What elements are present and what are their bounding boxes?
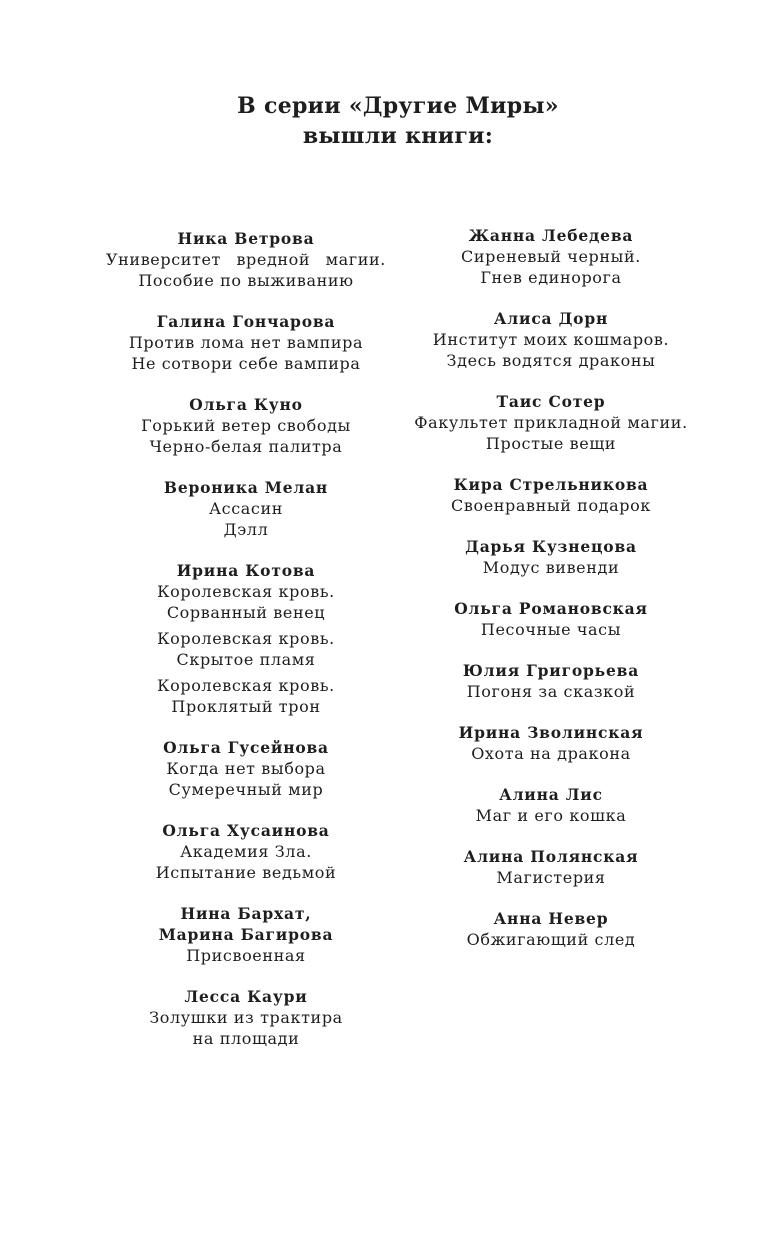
author-name: Ирина Зволинская bbox=[458, 723, 644, 742]
book-entry bbox=[405, 598, 697, 640]
book-title-line: Простые вещи bbox=[485, 434, 617, 453]
right-column bbox=[405, 225, 697, 970]
author-name: Лесса Каури bbox=[184, 987, 308, 1006]
book-title-line: Дэлл bbox=[223, 520, 269, 539]
book-title-line: Маг и его кошка bbox=[475, 806, 627, 825]
book-title-line: Сумеречный мир bbox=[168, 780, 324, 799]
book-title-line: Против лома нет вампира bbox=[128, 333, 364, 352]
book-title-line: Сиреневый черный. bbox=[461, 247, 641, 266]
book-title-line: Сорванный венец bbox=[166, 603, 326, 622]
author-name: Ольга Гусейнова bbox=[163, 738, 329, 757]
book-title-line: Не сотвори себе вампира bbox=[131, 354, 361, 373]
book-title-line: Золушки из трактира bbox=[149, 1008, 343, 1027]
book-entry bbox=[100, 820, 392, 883]
book-title-line: Присвоенная bbox=[186, 946, 306, 965]
author-name: Анна Невер bbox=[493, 909, 609, 928]
book-title-line: Пособие по выживанию bbox=[138, 271, 354, 290]
page-title bbox=[0, 91, 768, 151]
book-title-line: Магистерия bbox=[496, 868, 606, 887]
book-title-line: Горький ветер свободы bbox=[141, 416, 351, 435]
book-title-line: Университет вредной магии. bbox=[106, 250, 386, 269]
book-title-line: Гнев единорога bbox=[480, 268, 622, 287]
author-name: Ника Ветрова bbox=[177, 229, 315, 248]
book-title-line: Испытание ведьмой bbox=[155, 863, 337, 882]
book-entry bbox=[405, 908, 697, 950]
book-title-line: Здесь водятся драконы bbox=[446, 351, 656, 370]
author-name: Ольга Романовская bbox=[454, 599, 648, 618]
book-entry bbox=[100, 737, 392, 800]
book-title-line: Песочные часы bbox=[480, 620, 622, 639]
title-line-2: вышли книги: bbox=[302, 123, 494, 149]
book-entry bbox=[100, 311, 392, 374]
author-name: Нина Бархат, bbox=[180, 904, 312, 923]
book-entry bbox=[100, 903, 392, 966]
author-name: Жанна Лебедева bbox=[468, 226, 634, 245]
author-name: Дарья Кузнецова bbox=[465, 537, 637, 556]
book-title-line: Ассасин bbox=[208, 499, 284, 518]
author-name: Вероника Мелан bbox=[163, 478, 329, 497]
book-entry bbox=[405, 225, 697, 288]
book-title-line: Проклятый трон bbox=[171, 697, 321, 716]
book-title-line: Своенравный подарок bbox=[451, 496, 651, 515]
author-name: Юлия Григорьева bbox=[462, 661, 640, 680]
author-name: Алина Полянская bbox=[463, 847, 639, 866]
book-title-line: Когда нет выбора bbox=[166, 759, 326, 778]
book-title-line: Академия Зла. bbox=[180, 842, 312, 861]
book-title-line: Королевская кровь. bbox=[157, 676, 335, 695]
book-title-line: Институт моих кошмаров. bbox=[432, 330, 670, 349]
book-entry bbox=[405, 391, 697, 454]
book-entry bbox=[100, 228, 392, 291]
author-name: Алиса Дорн bbox=[493, 309, 609, 328]
book-entry bbox=[405, 784, 697, 826]
book-entry bbox=[405, 308, 697, 371]
author-name: Ольга Куно bbox=[189, 395, 303, 414]
book-title-line: Королевская кровь. bbox=[157, 629, 335, 648]
book-entry bbox=[405, 536, 697, 578]
book-entry bbox=[405, 660, 697, 702]
book-title-line: Королевская кровь. bbox=[157, 582, 335, 601]
title-line-1: В серии «Другие Миры» bbox=[237, 93, 559, 119]
book-title-line: Скрытое пламя bbox=[176, 650, 316, 669]
book-entry bbox=[100, 986, 392, 1049]
book-title-line: на площади bbox=[192, 1029, 300, 1048]
book-title-line: Охота на дракона bbox=[471, 744, 631, 763]
left-column bbox=[100, 228, 392, 1069]
author-name: Кира Стрельникова bbox=[453, 475, 649, 494]
author-name: Алина Лис bbox=[499, 785, 603, 804]
book-entry bbox=[405, 846, 697, 888]
author-name: Таис Сотер bbox=[496, 392, 606, 411]
book-title-line: Черно-белая палитра bbox=[149, 437, 343, 456]
book-title-line: Погоня за сказкой bbox=[466, 682, 636, 701]
book-title-line: Факультет прикладной магии. bbox=[414, 413, 688, 432]
book-entry bbox=[405, 474, 697, 516]
book-entry bbox=[405, 722, 697, 764]
author-name: Ольга Хусаинова bbox=[162, 821, 330, 840]
author-name: Ирина Котова bbox=[176, 561, 316, 580]
book-entry bbox=[100, 560, 392, 717]
book-title-line: Обжигающий след bbox=[466, 930, 636, 949]
book-entry bbox=[100, 477, 392, 540]
author-name: Галина Гончарова bbox=[156, 312, 336, 331]
author-name: Марина Багирова bbox=[158, 925, 334, 944]
book-entry bbox=[100, 394, 392, 457]
book-title-line: Модус вивенди bbox=[482, 558, 620, 577]
